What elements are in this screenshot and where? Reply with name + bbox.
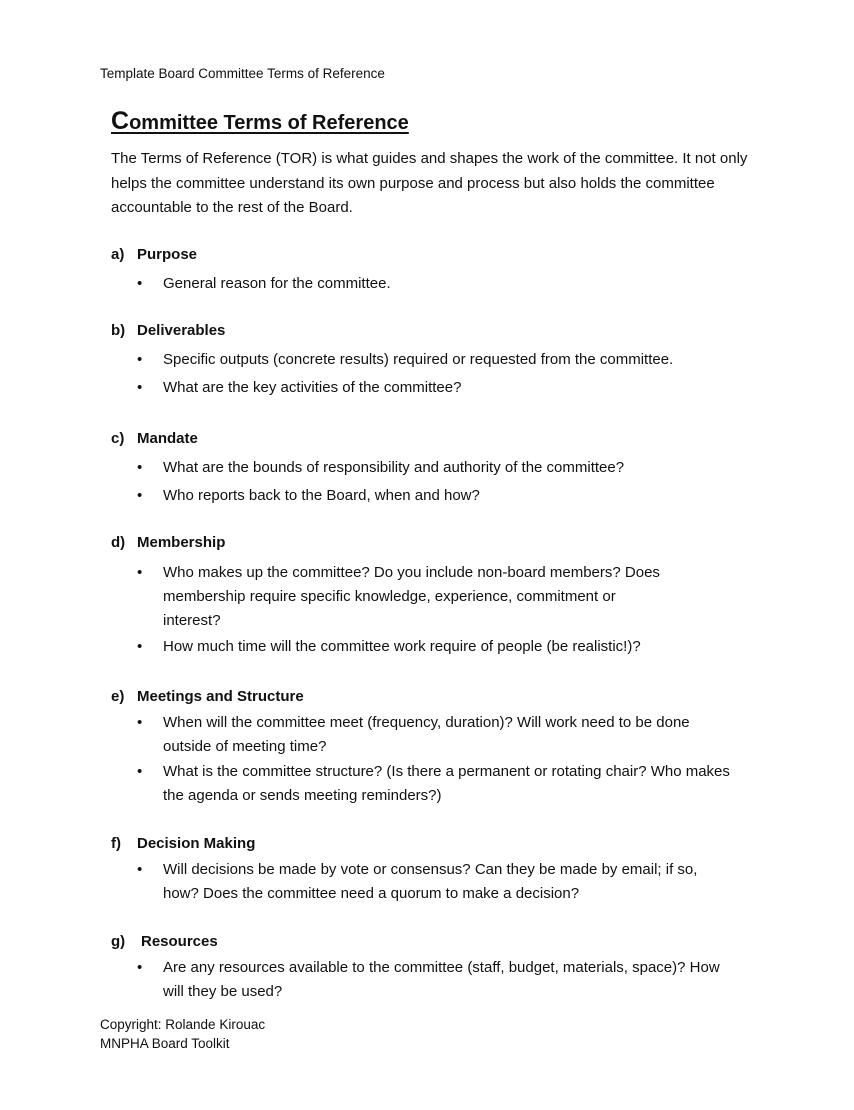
list-item: • What are the key activities of the committee? [137, 376, 737, 400]
footer-toolkit: MNPHA Board Toolkit [100, 1036, 230, 1051]
list-item: • General reason for the committee. [137, 272, 737, 296]
list-item: • Specific outputs (concrete results) required or requested from the committee. [137, 348, 737, 372]
section-purpose-heading: a) Purpose [111, 246, 198, 263]
running-header: Template Board Committee Terms of Reference [100, 66, 385, 81]
bullet-icon: • [137, 763, 143, 780]
list-item: • What are the bounds of responsibility and authority of the committee? [137, 456, 737, 480]
list-item: • Who makes up the committee? Do you include non-board members? Does membership require specific knowledge, experience, commitment or interest? [137, 561, 677, 633]
list-item: • How much time will the committee work require of people (be realistic!)? [137, 635, 737, 659]
bullet-icon: • [137, 959, 143, 976]
list-item: • When will the committee meet (frequency, duration)? Will work need to be done outside of meeting time? [137, 711, 727, 759]
intro-paragraph: The Terms of Reference (TOR) is what guides and shapes the work of the committee. It not only helps the committee understand its own purpose and process but also holds the committee accountable to the rest of the Board. [111, 150, 748, 216]
bullet-icon: • [137, 351, 143, 368]
section-decision-heading: f) Decision Making [111, 835, 256, 852]
section-resources-heading: g) Resources [111, 933, 218, 950]
bullet-icon: • [137, 459, 143, 476]
section-mandate-heading: c) Mandate [111, 430, 198, 447]
footer-copyright: Copyright: Rolande Kirouac [100, 1017, 266, 1032]
bullet-icon: • [137, 379, 143, 396]
bullet-icon: • [137, 564, 143, 581]
title-rest: ommittee Terms of Reference [129, 112, 409, 134]
bullet-icon: • [137, 861, 143, 878]
section-meetings-heading: e) Meetings and Structure [111, 688, 304, 705]
title-initial: C [111, 107, 130, 135]
document-title [111, 107, 409, 136]
bullet-icon: • [137, 275, 143, 292]
list-item: • Will decisions be made by vote or consensus? Can they be made by email; if so, how? Does the committee need a quorum to make a decision? [137, 858, 732, 906]
bullet-icon: • [137, 714, 143, 731]
list-item: • What is the committee structure? (Is there a permanent or rotating chair? Who makes the agenda or sends meeting reminders?) [137, 760, 737, 808]
section-membership-heading: d) Membership [111, 534, 226, 551]
list-item: • Are any resources available to the committee (staff, budget, materials, space)? How will they be used? [137, 956, 737, 1004]
bullet-icon: • [137, 638, 143, 655]
section-deliverables-heading: b) Deliverables [111, 322, 226, 339]
bullet-icon: • [137, 487, 143, 504]
list-item: • Who reports back to the Board, when and how? [137, 484, 737, 508]
